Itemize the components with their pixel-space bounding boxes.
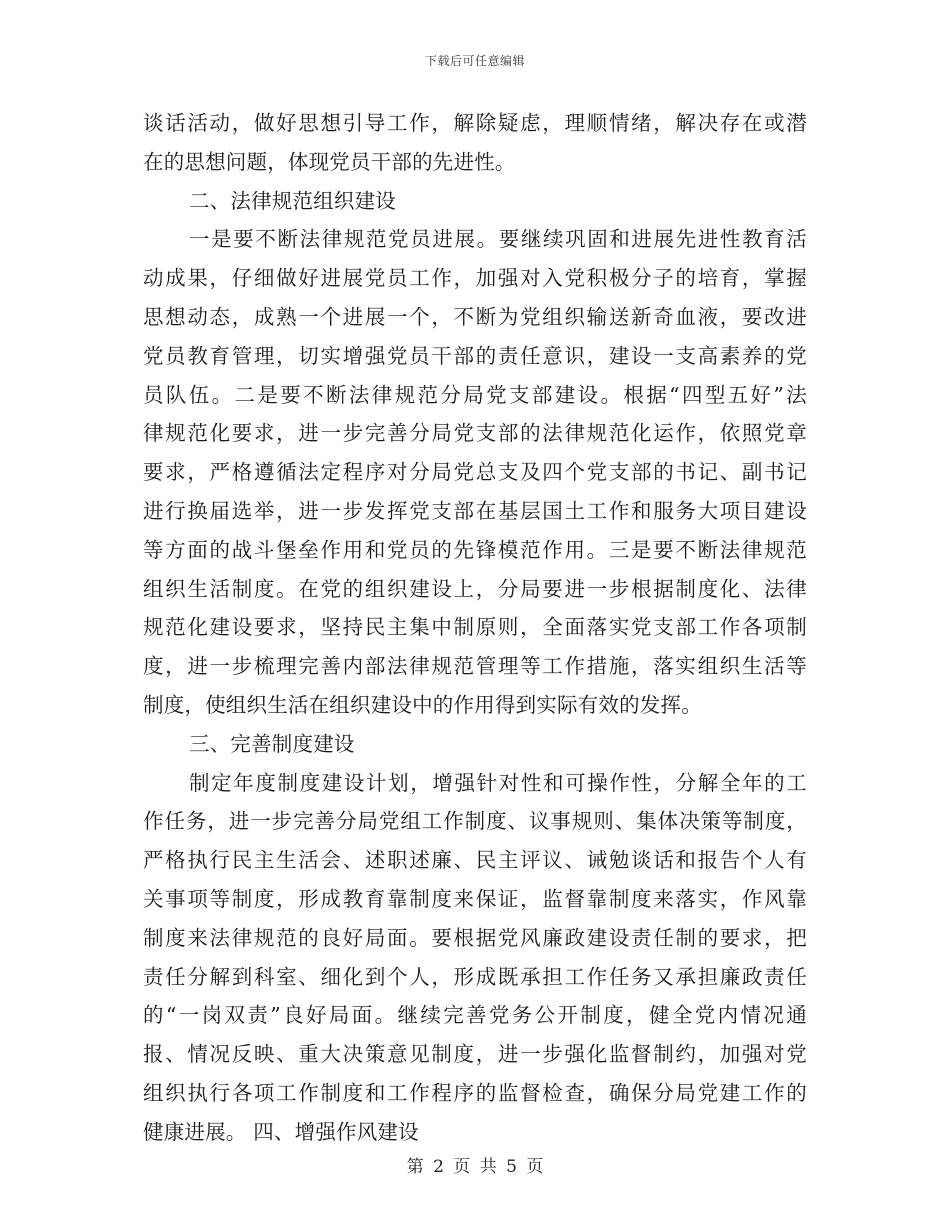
page-header: 下载后可任意编辑 [424,54,525,68]
body-line-13: 组织生活制度。在党的组织建设上，分局要进一步根据制度化、法律 [143,576,807,601]
body-line-6: 思想动态，成熟一个进展一个，不断为党组织输送新奇血液，要改进 [143,304,807,329]
document-body [143,104,807,1152]
body-line-11: 进行换届选举，进一步发挥党支部在基层国土工作和服务大项目建设 [143,498,807,523]
body-line-9: 律规范化要求，进一步完善分局党支部的法律规范化运作，依照党章 [143,421,807,446]
body-line-22: 制度来法律规范的良好局面。要根据党风廉政建设责任制的要求，把 [143,925,807,950]
body-line-12: 等方面的战斗堡垒作用和党员的先锋模范作用。三是要不断法律规范 [143,537,807,562]
body-line-15: 度，进一步梳理完善内部法律规范管理等工作措施，落实组织生活等 [143,654,807,679]
body-line-8: 员队伍。二是要不断法律规范分局党支部建设。根据“四型五好”法 [143,382,807,407]
body-line-24: 的“一岗双责”良好局面。继续完善党务公开制度，健全党内情况通 [143,1003,807,1028]
body-line-27: 健康进展。 四、增强作风建设 [143,1119,419,1144]
body-line-26: 组织执行各项工作制度和工作程序的监督检查，确保分局党建工作的 [143,1080,807,1105]
section-heading-2: 二、法律规范组织建设 [189,188,396,213]
section-heading-3: 三、完善制度建设 [189,731,355,756]
body-line-4: 一是要不断法律规范党员进展。要继续巩固和进展先进性教育活 [189,227,807,252]
page-number: 第 2 页 共 5 页 [406,1157,544,1177]
body-line-19: 作任务，进一步完善分局党组工作制度、议事规则、集体决策等制度， [143,809,807,834]
body-line-7: 党员教育管理，切实增强党员干部的责任意识，建设一支高素养的党 [143,343,807,368]
body-line-2: 在的思想问题，体现党员干部的先进性。 [143,149,516,174]
body-line-21: 关事项等制度，形成教育靠制度来保证，监督靠制度来落实，作风靠 [143,886,807,911]
body-line-10: 要求，严格遵循法定程序对分局党总支及四个党支部的书记、副书记 [143,460,807,485]
body-line-16: 制度，使组织生活在组织建设中的作用得到实际有效的发挥。 [143,692,702,717]
body-line-18: 制定年度制度建设计划，增强针对性和可操作性，分解全年的工 [189,770,807,795]
body-line-5: 动成果，仔细做好进展党员工作，加强对入党积极分子的培育，掌握 [143,266,807,291]
body-line-23: 责任分解到科室、细化到个人，形成既承担工作任务又承担廉政责任 [143,964,807,989]
body-line-1: 谈话活动，做好思想引导工作，解除疑虑，理顺情绪，解决存在或潜 [143,111,807,135]
body-line-14: 规范化建设要求，坚持民主集中制原则，全面落实党支部工作各项制 [143,615,807,640]
body-line-20: 严格执行民主生活会、述职述廉、民主评议、诫勉谈话和报告个人有 [143,848,807,873]
body-line-25: 报、情况反映、重大决策意见制度，进一步强化监督制约，加强对党 [143,1042,807,1067]
